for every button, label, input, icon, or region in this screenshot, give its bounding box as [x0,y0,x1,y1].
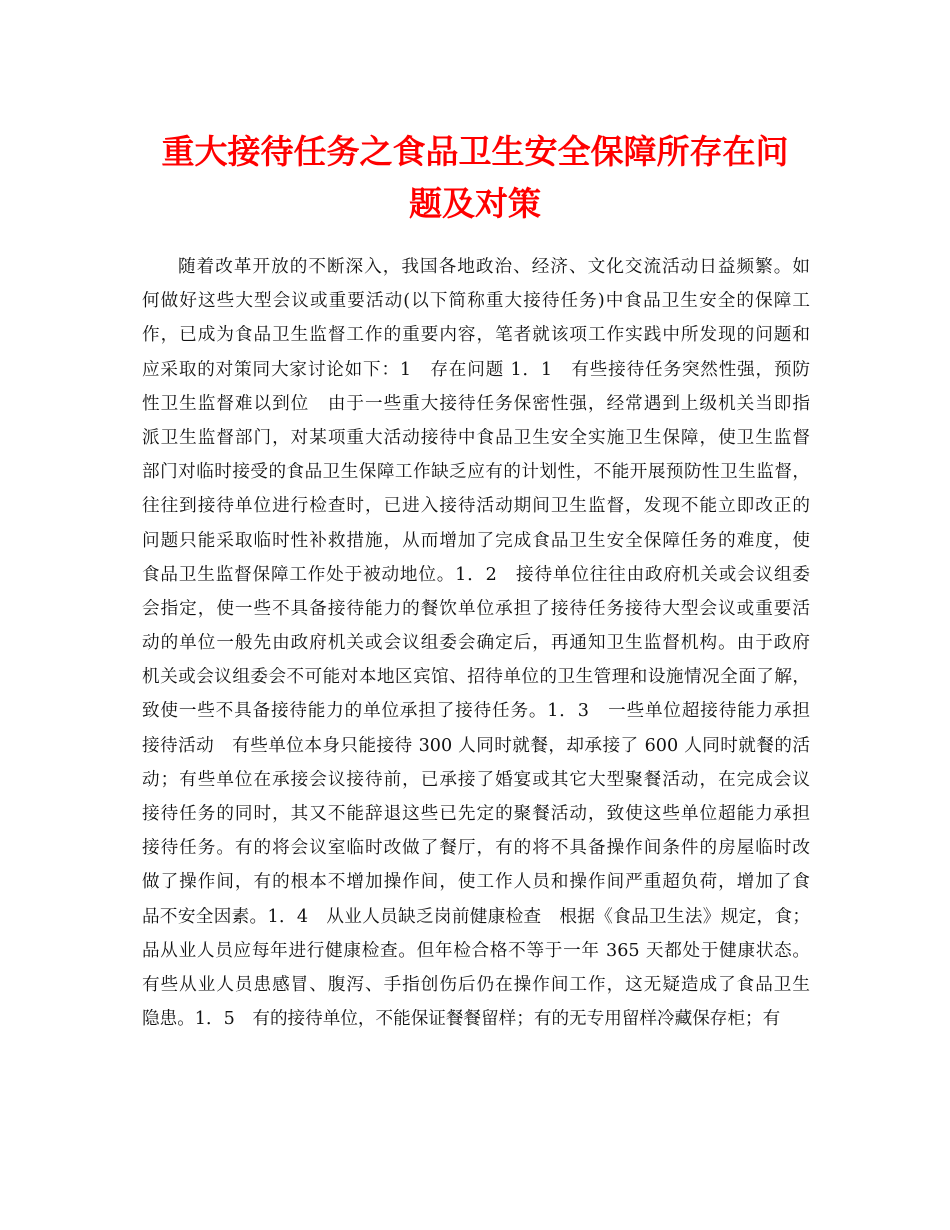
document-body [142,250,810,1036]
body-line: 动；有些单位在承接会议接待前，已承接了婚宴或其它大型聚餐活动，在完成会议 [142,769,810,790]
title-line: 题及对策 [409,184,541,223]
body-line: 做了操作间，有的根本不增加操作间，使工作人员和操作间严重超负荷，增加了食 [142,872,810,893]
body-line: 接待任务。有的将会议室临时改做了餐厅，有的将不具备操作间条件的房屋临时改 [142,838,810,859]
body-line: 问题只能采取临时性补救措施，从而增加了完成食品卫生安全保障任务的难度，使 [142,530,810,551]
title-line: 重大接待任务之食品卫生安全保障所存在问 [161,132,789,171]
body-line: 动的单位一般先由政府机关或会议组委会确定后，再通知卫生监督机构。由于政府 [142,633,810,654]
body-line: 作，已成为食品卫生监督工作的重要内容，笔者就该项工作实践中所发现的问题和 [142,325,810,346]
body-line: 隐患。1．5 有的接待单位，不能保证餐餐留样；有的无专用留样冷藏保存柜；有 [142,1009,781,1030]
body-line: 性卫生监督难以到位 由于一些重大接待任务保密性强，经常遇到上级机关当即指 [142,393,810,414]
body-line: 应采取的对策同大家讨论如下：1 存在问题 1．1 有些接待任务突然性强，预防 [142,359,810,380]
body-line: 派卫生监督部门，对某项重大活动接待中食品卫生安全实施卫生保障，使卫生监督 [142,427,810,448]
body-line: 致使一些不具备接待能力的单位承担了接待任务。1．3 一些单位超接待能力承担 [142,701,810,722]
body-line: 食品卫生监督保障工作处于被动地位。1．2 接待单位往往由政府机关或会议组委 [142,564,810,585]
body-line: 部门对临时接受的食品卫生保障工作缺乏应有的计划性，不能开展预防性卫生监督， [142,462,810,483]
body-line: 何做好这些大型会议或重要活动(以下简称重大接待任务)中食品卫生安全的保障工 [142,291,810,312]
body-line: 会指定，使一些不具备接待能力的餐饮单位承担了接待任务接待大型会议或重要活 [142,598,810,619]
body-line: 随着改革开放的不断深入，我国各地政治、经济、文化交流活动日益频繁。如 [178,257,810,277]
body-line: 接待任务的同时，其又不能辞退这些已先定的聚餐活动，致使这些单位超能力承担 [142,804,810,824]
body-line: 接待活动 有些单位本身只能接待 300 人同时就餐，却承接了 600 人同时就餐的活 [142,735,810,756]
body-line: 品从业人员应每年进行健康检查。但年检合格不等于一年 365 天都处于健康状态。 [142,940,810,961]
body-line: 有些从业人员患感冒、腹泻、手指创伤后仍在操作间工作，这无疑造成了食品卫生 [142,974,810,995]
document-title [140,126,810,230]
body-line: 品不安全因素。1．4 从业人员缺乏岗前健康检查 根据《食品卫生法》规定，食； [142,906,810,927]
body-line: 往往到接待单位进行检查时，已进入接待活动期间卫生监督，发现不能立即改正的 [142,496,810,517]
body-line: 机关或会议组委会不可能对本地区宾馆、招待单位的卫生管理和设施情况全面了解， [142,667,810,688]
